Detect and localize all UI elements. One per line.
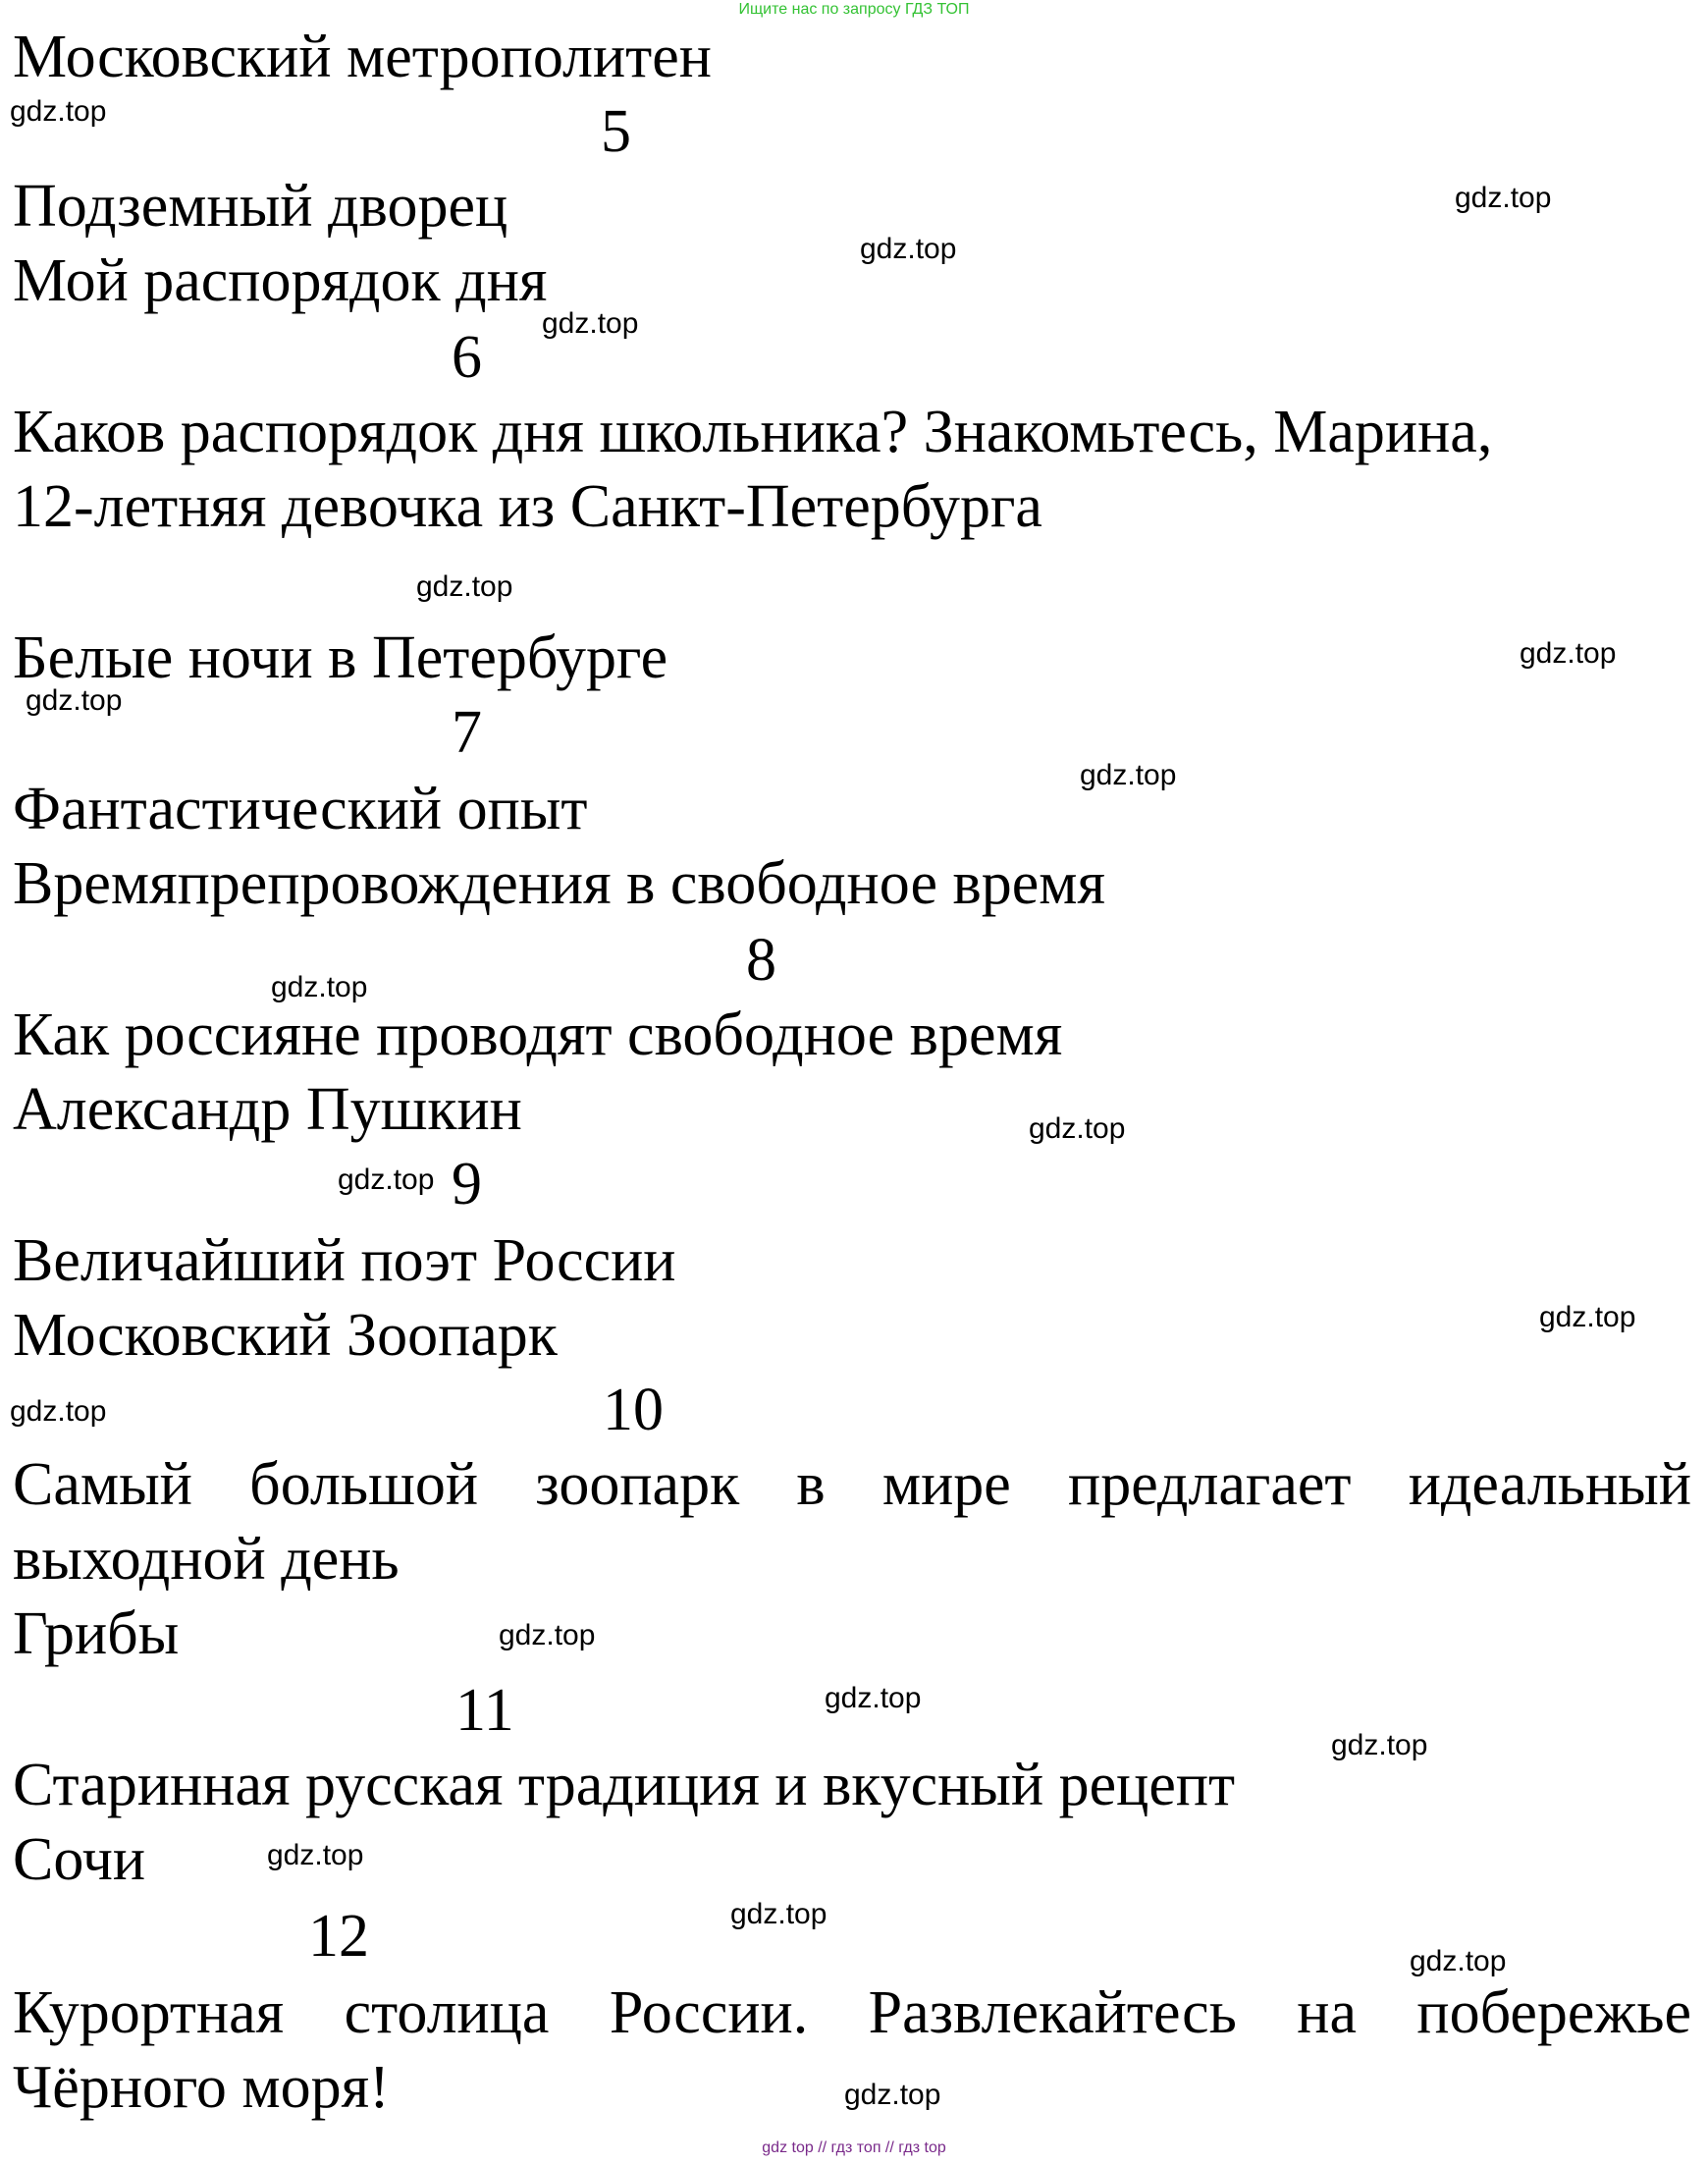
heading-moscow-metro: Московский метрополитен <box>13 24 712 90</box>
watermark: gdz.top <box>10 1395 107 1428</box>
watermark: gdz.top <box>1029 1112 1126 1145</box>
watermark: gdz.top <box>844 2079 941 2111</box>
page-number-12: 12 <box>308 1903 369 1970</box>
watermark: gdz.top <box>860 233 957 265</box>
watermark: gdz.top <box>1539 1301 1636 1333</box>
heading-russians-free-time: Как россияне проводят свободное время <box>13 1001 1063 1068</box>
heading-russian-tradition: Старинная русская традиция и вкусный рецепт <box>13 1752 1236 1818</box>
watermark: gdz.top <box>542 307 639 340</box>
watermark: gdz.top <box>338 1163 435 1196</box>
text-biggest-zoo: Самый большой зоопарк в мире предлагает идеальный <box>13 1451 1691 1518</box>
top-banner: Ищите нас по запросу ГДЗ ТОП <box>738 1 970 18</box>
watermark: gdz.top <box>730 1898 827 1930</box>
page-number-11: 11 <box>455 1677 514 1744</box>
watermark: gdz.top <box>416 570 513 603</box>
watermark: gdz.top <box>1331 1729 1428 1761</box>
watermark: gdz.top <box>271 971 368 1003</box>
page-number-9: 9 <box>452 1151 482 1217</box>
heading-moscow-zoo: Московский Зоопарк <box>13 1302 558 1369</box>
page-number-7: 7 <box>452 699 482 766</box>
watermark: gdz.top <box>825 1682 922 1714</box>
watermark: gdz.top <box>26 684 123 717</box>
text-day-off: выходной день <box>13 1526 400 1593</box>
page-number-10: 10 <box>603 1377 664 1443</box>
watermark: gdz.top <box>1410 1945 1507 1977</box>
watermark: gdz.top <box>1520 637 1617 670</box>
page-number-6: 6 <box>452 324 482 391</box>
watermark: gdz.top <box>1455 182 1552 214</box>
footer-links[interactable]: gdz top // гдз топ // гдз top <box>762 2139 946 2156</box>
page-number-5: 5 <box>601 98 631 165</box>
text-routine-girl: 12-летняя девочка из Санкт-Петербурга <box>13 473 1042 540</box>
text-routine-question: Каков распорядок дня школьника? Знакомьтесь, Марина, <box>13 399 1493 465</box>
watermark: gdz.top <box>267 1839 364 1871</box>
heading-pushkin: Александр Пушкин <box>13 1076 522 1143</box>
watermark: gdz.top <box>499 1619 596 1651</box>
heading-fantastic-experience: Фантастический опыт <box>13 776 588 842</box>
page-number-8: 8 <box>746 927 776 994</box>
heading-greatest-poet: Величайший поэт России <box>13 1227 676 1294</box>
watermark: gdz.top <box>10 95 107 128</box>
heading-white-nights: Белые ночи в Петербурге <box>13 624 668 691</box>
watermark: gdz.top <box>1080 759 1177 791</box>
heading-sochi: Сочи <box>13 1826 146 1893</box>
text-black-sea: Чёрного моря! <box>13 2054 390 2121</box>
heading-mushrooms: Грибы <box>13 1600 180 1667</box>
text-resort-capital: Курортная столица России. Развлекайтесь на побережье <box>13 1979 1691 2046</box>
heading-my-daily-routine: Мой распорядок дня <box>13 247 548 314</box>
heading-leisure-time: Времяпрепровождения в свободное время <box>13 850 1106 917</box>
heading-underground-palace: Подземный дворец <box>13 173 508 240</box>
